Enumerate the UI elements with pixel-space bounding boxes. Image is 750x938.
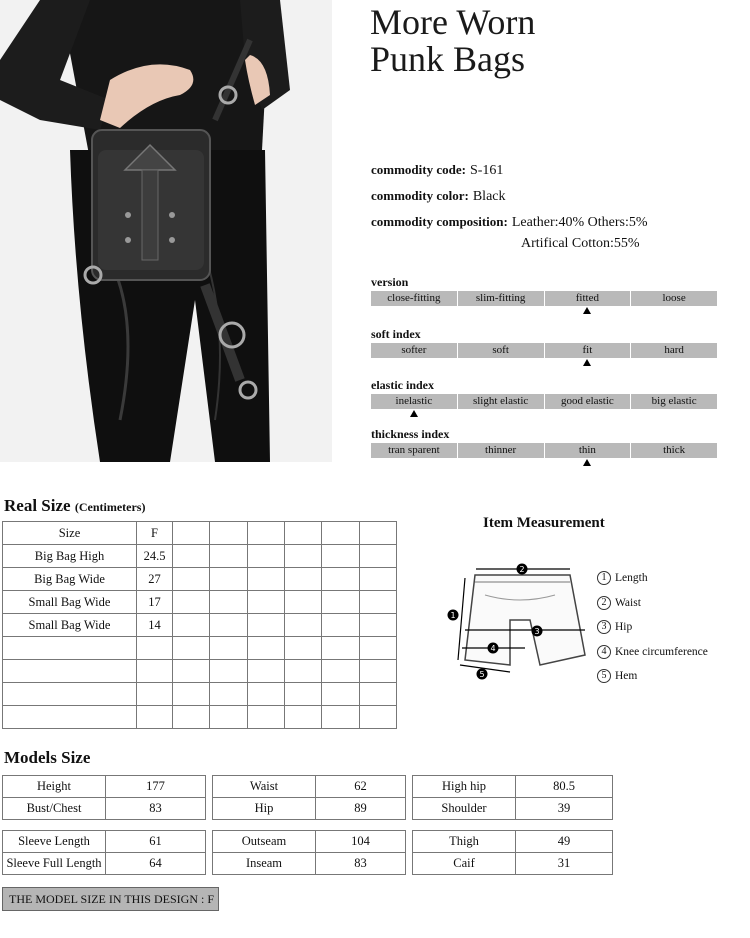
table-cell xyxy=(284,591,321,614)
table-cell xyxy=(173,706,210,729)
scale-option: thinner xyxy=(458,443,544,458)
headline-line2: Punk Bags xyxy=(370,39,526,79)
models-table-f xyxy=(412,830,613,875)
table-row xyxy=(3,545,397,568)
table-cell: 49 xyxy=(516,831,613,853)
scale-option: tran sparent xyxy=(371,443,457,458)
table-cell xyxy=(3,660,137,683)
measurement-legend xyxy=(597,566,708,689)
table-cell xyxy=(210,545,247,568)
table-cell: Big Bag High xyxy=(3,545,137,568)
legend-num: 3 xyxy=(597,620,611,634)
table-cell: 14 xyxy=(137,614,173,637)
legend-label: Length xyxy=(615,572,648,585)
table-cell xyxy=(173,614,210,637)
table-cell xyxy=(359,683,396,706)
table-cell xyxy=(3,683,137,706)
table-cell: 17 xyxy=(137,591,173,614)
table-cell xyxy=(173,591,210,614)
table-cell xyxy=(173,660,210,683)
scale-thickness xyxy=(371,443,717,458)
table-cell: Inseam xyxy=(213,853,316,875)
diagram-marker: 4 xyxy=(490,644,496,653)
legend-item xyxy=(597,591,708,616)
table-row xyxy=(3,706,397,729)
table-cell xyxy=(210,637,247,660)
table-cell xyxy=(210,614,247,637)
scale-option: softer xyxy=(371,343,457,358)
table-cell xyxy=(173,568,210,591)
table-cell xyxy=(359,706,396,729)
table-header: F xyxy=(137,522,173,545)
table-cell xyxy=(247,522,284,545)
table-row xyxy=(213,776,406,798)
scale-option: fitted xyxy=(545,291,631,306)
spec-key: commodity color: xyxy=(371,188,469,203)
scale-title-soft: soft index xyxy=(371,327,421,341)
table-row xyxy=(3,683,397,706)
table-cell xyxy=(322,545,359,568)
table-cell xyxy=(322,568,359,591)
scale-selected-marker xyxy=(583,307,591,314)
spec-code xyxy=(371,162,503,179)
scale-option: soft xyxy=(458,343,544,358)
table-cell xyxy=(322,637,359,660)
spec-color xyxy=(371,188,506,205)
table-cell xyxy=(359,568,396,591)
table-cell: 61 xyxy=(106,831,206,853)
table-cell: 64 xyxy=(106,853,206,875)
real-size-title xyxy=(4,496,145,516)
scale-elastic xyxy=(371,394,717,409)
table-cell: Shoulder xyxy=(413,798,516,820)
table-header-row xyxy=(3,522,397,545)
legend-num: 5 xyxy=(597,669,611,683)
models-table-c xyxy=(412,775,613,820)
table-cell xyxy=(247,591,284,614)
table-cell: Thigh xyxy=(413,831,516,853)
table-row xyxy=(413,853,613,875)
product-photo xyxy=(0,0,332,462)
model-size-note: THE MODEL SIZE IN THIS DESIGN : F xyxy=(2,887,219,911)
table-row xyxy=(3,568,397,591)
table-cell xyxy=(210,706,247,729)
table-row xyxy=(3,614,397,637)
table-cell: 104 xyxy=(316,831,406,853)
real-size-heading: Real Size xyxy=(4,496,71,515)
table-cell: 24.5 xyxy=(137,545,173,568)
table-cell xyxy=(322,614,359,637)
table-row xyxy=(213,798,406,820)
scale-selected-marker xyxy=(583,359,591,366)
table-cell: 89 xyxy=(316,798,406,820)
scale-option: fit xyxy=(545,343,631,358)
table-cell: 83 xyxy=(106,798,206,820)
table-row xyxy=(3,831,206,853)
scale-selected-marker xyxy=(583,459,591,466)
legend-label: Hem xyxy=(615,670,638,683)
table-cell xyxy=(247,568,284,591)
headline xyxy=(370,4,535,78)
scale-option: thick xyxy=(631,443,717,458)
table-cell xyxy=(137,637,173,660)
table-cell xyxy=(210,568,247,591)
table-cell xyxy=(284,568,321,591)
legend-num: 2 xyxy=(597,596,611,610)
scale-soft xyxy=(371,343,717,358)
scale-option: slim-fitting xyxy=(458,291,544,306)
table-cell xyxy=(173,637,210,660)
table-cell xyxy=(359,545,396,568)
legend-num: 4 xyxy=(597,645,611,659)
models-table-e xyxy=(212,830,406,875)
table-cell: Big Bag Wide xyxy=(3,568,137,591)
models-table-d xyxy=(2,830,206,875)
table-cell xyxy=(284,637,321,660)
table-row xyxy=(413,776,613,798)
diagram-marker: 2 xyxy=(519,565,525,574)
item-measurement-title: Item Measurement xyxy=(483,515,605,531)
legend-label: Hip xyxy=(615,621,633,634)
spec-value: Black xyxy=(472,189,506,204)
table-cell: Outseam xyxy=(213,831,316,853)
legend-label: Waist xyxy=(615,596,641,609)
table-cell xyxy=(322,706,359,729)
table-cell xyxy=(247,545,284,568)
table-row xyxy=(3,591,397,614)
table-cell xyxy=(359,591,396,614)
table-cell xyxy=(247,637,284,660)
scale-option: thin xyxy=(545,443,631,458)
legend-item xyxy=(597,615,708,640)
table-cell: Small Bag Wide xyxy=(3,591,137,614)
table-row xyxy=(3,776,206,798)
real-size-unit: (Centimeters) xyxy=(74,500,146,514)
spec-value: Leather:40% Others:5% xyxy=(511,215,648,230)
table-header: Size xyxy=(3,522,137,545)
table-cell xyxy=(210,522,247,545)
table-cell: 39 xyxy=(516,798,613,820)
spec-key: commodity composition: xyxy=(371,214,508,229)
diagram-marker: 5 xyxy=(479,670,485,679)
table-cell xyxy=(247,660,284,683)
table-cell xyxy=(3,706,137,729)
scale-selected-marker xyxy=(410,410,418,417)
scale-option: inelastic xyxy=(371,394,457,409)
legend-num: 1 xyxy=(597,571,611,585)
models-table-b xyxy=(212,775,406,820)
scale-option: hard xyxy=(631,343,717,358)
table-row xyxy=(3,853,206,875)
table-cell xyxy=(322,591,359,614)
table-cell: 27 xyxy=(137,568,173,591)
models-size-title: Models Size xyxy=(4,748,91,767)
legend-label: Knee circumference xyxy=(615,645,708,658)
table-cell xyxy=(247,706,284,729)
table-cell: Bust/Chest xyxy=(3,798,106,820)
table-cell: 177 xyxy=(106,776,206,798)
diagram-marker: 3 xyxy=(534,627,540,636)
table-cell xyxy=(359,614,396,637)
table-cell xyxy=(359,637,396,660)
table-cell xyxy=(284,706,321,729)
table-row xyxy=(3,660,397,683)
real-size-table xyxy=(2,521,397,729)
table-row xyxy=(413,798,613,820)
table-cell: 83 xyxy=(316,853,406,875)
scale-title-version: version xyxy=(371,275,409,289)
table-cell xyxy=(247,683,284,706)
table-row xyxy=(3,798,206,820)
scale-option: good elastic xyxy=(545,394,631,409)
table-cell xyxy=(137,683,173,706)
shorts-diagram xyxy=(440,560,590,685)
table-row xyxy=(213,853,406,875)
table-cell: Sleeve Full Length xyxy=(3,853,106,875)
models-table-a xyxy=(2,775,206,820)
table-cell xyxy=(359,522,396,545)
table-cell: 31 xyxy=(516,853,613,875)
scale-version xyxy=(371,291,717,306)
table-cell xyxy=(284,683,321,706)
table-cell xyxy=(210,683,247,706)
table-cell xyxy=(210,660,247,683)
table-cell: Waist xyxy=(213,776,316,798)
table-cell: High hip xyxy=(413,776,516,798)
spec-composition xyxy=(371,214,648,231)
table-row xyxy=(413,831,613,853)
table-cell xyxy=(284,614,321,637)
table-cell xyxy=(173,522,210,545)
table-cell: Small Bag Wide xyxy=(3,614,137,637)
scale-title-elastic: elastic index xyxy=(371,378,434,392)
table-cell xyxy=(173,545,210,568)
table-cell xyxy=(284,660,321,683)
table-cell xyxy=(137,660,173,683)
headline-line1: More Worn xyxy=(370,2,536,42)
table-cell xyxy=(359,660,396,683)
table-cell: Sleeve Length xyxy=(3,831,106,853)
table-cell xyxy=(3,637,137,660)
scale-option: big elastic xyxy=(631,394,717,409)
scale-title-thickness: thickness index xyxy=(371,427,450,441)
table-row xyxy=(3,637,397,660)
table-cell xyxy=(173,683,210,706)
scale-option: loose xyxy=(631,291,717,306)
table-cell xyxy=(322,522,359,545)
table-cell xyxy=(137,706,173,729)
legend-item xyxy=(597,640,708,665)
table-row xyxy=(213,831,406,853)
table-cell xyxy=(284,522,321,545)
spec-value: S-161 xyxy=(469,163,504,178)
scale-option: slight elastic xyxy=(458,394,544,409)
spec-composition-cont: Artifical Cotton:55% xyxy=(521,236,640,251)
table-cell: 80.5 xyxy=(516,776,613,798)
legend-item xyxy=(597,566,708,591)
table-cell xyxy=(284,545,321,568)
spec-key: commodity code: xyxy=(371,162,466,177)
table-cell xyxy=(322,660,359,683)
table-cell: Hip xyxy=(213,798,316,820)
diagram-marker: 1 xyxy=(450,611,456,620)
table-cell: Caif xyxy=(413,853,516,875)
table-cell: Height xyxy=(3,776,106,798)
table-cell xyxy=(210,591,247,614)
table-cell xyxy=(247,614,284,637)
table-cell xyxy=(322,683,359,706)
scale-option: close-fitting xyxy=(371,291,457,306)
table-cell: 62 xyxy=(316,776,406,798)
legend-item xyxy=(597,664,708,689)
